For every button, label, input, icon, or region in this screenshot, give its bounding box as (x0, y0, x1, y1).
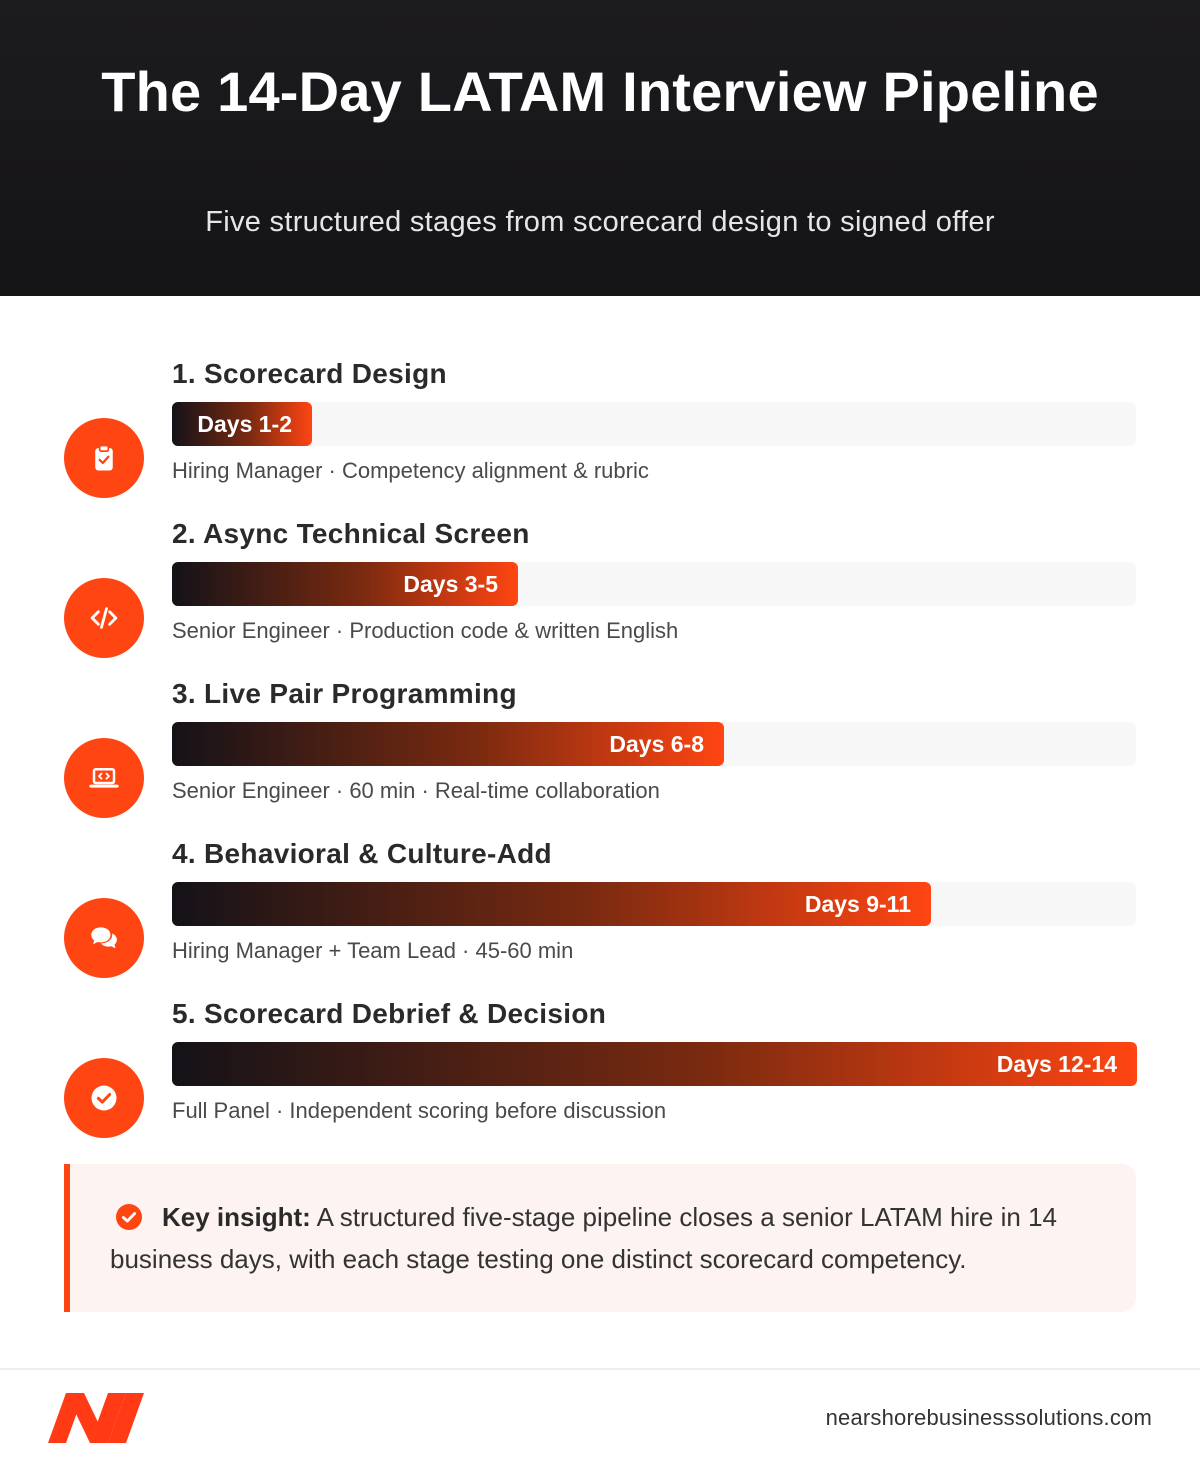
stage-1-icon-circle (64, 418, 144, 498)
stage-2-icon-circle (64, 578, 144, 658)
stage-live-pair-programming (0, 676, 1200, 826)
stage-2-timeline-bar (172, 562, 518, 606)
stage-2-timeline-track (172, 562, 1136, 606)
key-insight-text: A structured five-stage pipeline closes a senior LATAM hire in 14 business days, with each stage testing one distinct scorecard competency. (110, 1202, 1057, 1274)
footer-divider (0, 1368, 1200, 1370)
stage-scorecard-debrief-decision (0, 996, 1200, 1146)
stage-2-days: Days 3-5 (403, 571, 498, 597)
header-banner (0, 0, 1200, 296)
key-insight-text-block (110, 1196, 1110, 1280)
stage-1-timeline-track (172, 402, 1136, 446)
stage-5-timeline-bar (172, 1042, 1137, 1086)
stage-3-timeline-track (172, 722, 1136, 766)
stage-3-icon-circle (64, 738, 144, 818)
page-title: The 14-Day LATAM Interview Pipeline (101, 60, 1099, 123)
stage-2-title: 2. Async Technical Screen (172, 518, 530, 549)
stage-1-title: 1. Scorecard Design (172, 358, 447, 389)
check-circle-icon (116, 1204, 142, 1230)
stage-behavioral-culture-add (0, 836, 1200, 986)
key-insight-callout (64, 1164, 1136, 1312)
company-logo-icon (48, 1393, 144, 1443)
code-icon (89, 603, 119, 633)
stage-4-timeline-bar (172, 882, 931, 926)
stage-3-days: Days 6-8 (609, 731, 704, 757)
stage-5-title: 5. Scorecard Debrief & Decision (172, 998, 607, 1029)
stage-4-days: Days 9-11 (804, 891, 911, 917)
stage-4-description: Hiring Manager + Team Lead · 45-60 min (172, 938, 574, 963)
check-circle-icon (89, 1083, 119, 1113)
page-subtitle: Five structured stages from scorecard design to signed offer (205, 206, 995, 238)
key-insight-label: Key insight: (162, 1202, 311, 1232)
stage-5-icon-circle (64, 1058, 144, 1138)
stage-5-timeline-track (172, 1042, 1136, 1086)
stage-4-timeline-track (172, 882, 1136, 926)
stage-4-icon-circle (64, 898, 144, 978)
stage-scorecard-design (0, 356, 1200, 506)
stage-1-timeline-bar (172, 402, 312, 446)
stage-5-days: Days 12-14 (996, 1051, 1117, 1077)
stage-3-description: Senior Engineer · 60 min · Real-time collaboration (172, 778, 660, 803)
stage-3-timeline-bar (172, 722, 724, 766)
stage-2-description: Senior Engineer · Production code & written English (172, 618, 679, 643)
stage-1-description: Hiring Manager · Competency alignment & rubric (172, 458, 649, 483)
chat-bubbles-icon (89, 923, 119, 953)
stage-3-title: 3. Live Pair Programming (172, 678, 517, 709)
stage-5-description: Full Panel · Independent scoring before discussion (172, 1098, 667, 1123)
stage-async-technical-screen (0, 516, 1200, 666)
clipboard-check-icon (89, 443, 119, 473)
stage-4-title: 4. Behavioral & Culture-Add (172, 838, 552, 869)
stage-1-days: Days 1-2 (197, 411, 292, 437)
laptop-code-icon (89, 763, 119, 793)
footer-website: nearshorebusinesssolutions.com (825, 1405, 1152, 1430)
